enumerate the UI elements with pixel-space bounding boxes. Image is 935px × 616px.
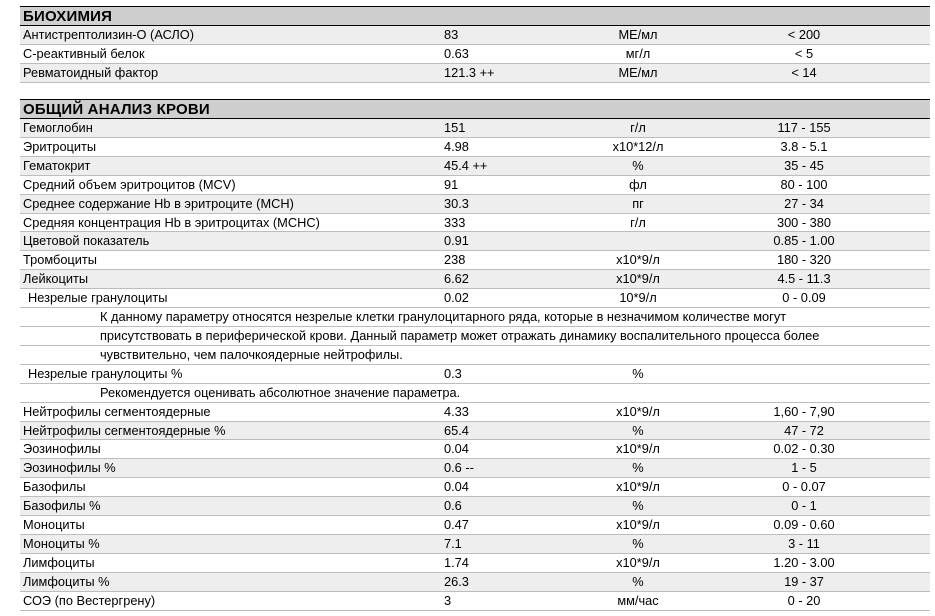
table-row — [20, 459, 930, 478]
test-value: 0.02 — [444, 290, 469, 306]
reference-range: < 200 — [787, 27, 821, 42]
test-name: Нейтрофилы сегментоядерные — [23, 403, 211, 419]
test-name: С-реактивный белок — [23, 45, 145, 61]
test-name: Нейтрофилы сегментоядерные % — [23, 422, 226, 438]
reference-range: 0.02 - 0.30 — [773, 441, 835, 457]
cbc-section — [20, 99, 930, 611]
test-value: 26.3 — [444, 573, 469, 589]
note-row — [20, 384, 930, 403]
reference-range: 47 - 72 — [784, 422, 824, 438]
table-row — [20, 573, 930, 592]
test-name: Среднее содержание Hb в эритроците (MCH) — [23, 195, 294, 211]
test-value: 0.6 — [444, 498, 462, 514]
test-value: 0.6 -- — [444, 460, 474, 476]
test-unit: 10*9/л — [619, 290, 657, 306]
section-title: БИОХИМИЯ — [20, 6, 930, 26]
reference-range: < 5 — [794, 45, 814, 61]
reference-range: 4.5 - 11.3 — [777, 271, 831, 287]
test-value: 0.3 — [444, 365, 462, 381]
reference-range: 117 - 155 — [777, 120, 831, 135]
note-row — [20, 327, 930, 346]
table-row — [20, 365, 930, 384]
reference-range: 0 - 0.09 — [782, 290, 826, 306]
test-unit: % — [632, 157, 644, 173]
test-unit: г/л — [630, 120, 646, 135]
table-row — [20, 119, 930, 138]
test-value: 0.63 — [444, 45, 469, 61]
table-row — [20, 232, 930, 251]
test-unit: г/л — [630, 214, 646, 230]
test-value: 151 — [444, 120, 466, 135]
test-unit: % — [632, 365, 644, 381]
reference-range: 27 - 34 — [784, 195, 824, 211]
reference-range: 80 - 100 — [780, 176, 828, 192]
test-unit: x10*9/л — [616, 554, 660, 570]
test-name: Лимфоциты % — [23, 573, 110, 589]
table-row — [20, 214, 930, 233]
test-value: 333 — [444, 214, 466, 230]
reference-range: 300 - 380 — [776, 214, 832, 230]
table-row — [20, 289, 930, 308]
note-row — [20, 308, 930, 327]
table-row — [20, 422, 930, 441]
test-unit: мг/л — [625, 45, 651, 61]
test-unit: x10*9/л — [616, 479, 660, 495]
table-row — [20, 251, 930, 270]
test-value: 91 — [444, 176, 459, 192]
reference-range: 1.20 - 3.00 — [773, 554, 835, 570]
test-name: Эритроциты — [23, 138, 97, 154]
reference-range: 1,60 - 7,90 — [773, 403, 835, 419]
test-unit: x10*12/л — [612, 138, 664, 154]
test-unit: МЕ/мл — [618, 27, 658, 42]
note-text: Рекомендуется оценивать абсолютное значение параметра. — [100, 384, 461, 400]
table-row — [20, 157, 930, 176]
test-name: Лейкоциты — [23, 271, 89, 287]
note-text: чувствительно, чем палочкоядерные нейтрофилы. — [100, 346, 403, 362]
test-name: Гематокрит — [23, 157, 91, 173]
test-name: Тромбоциты — [23, 252, 97, 268]
test-value: 121.3 ++ — [444, 64, 495, 80]
test-unit: x10*9/л — [616, 403, 660, 419]
table-row — [20, 478, 930, 497]
test-unit: x10*9/л — [616, 517, 660, 533]
test-unit: x10*9/л — [616, 441, 660, 457]
reference-range: 3.8 - 5.1 — [780, 138, 828, 154]
test-name: Гемоглобин — [23, 120, 93, 135]
table-row — [20, 497, 930, 516]
reference-range: 35 - 45 — [784, 157, 824, 173]
test-name: Базофилы — [23, 479, 86, 495]
table-row — [20, 64, 930, 83]
test-unit: % — [632, 498, 644, 514]
test-name: СОЭ (по Вестергрену) — [23, 592, 156, 608]
test-name: Цветовой показатель — [23, 233, 150, 249]
section-title: ОБЩИЙ АНАЛИЗ КРОВИ — [20, 99, 930, 119]
test-name: Незрелые гранулоциты % — [28, 365, 183, 381]
test-value: 7.1 — [444, 535, 462, 551]
test-unit: % — [632, 573, 644, 589]
test-name: Моноциты — [23, 517, 85, 533]
test-value: 0.47 — [444, 517, 469, 533]
reference-range: 0.09 - 0.60 — [773, 517, 835, 533]
note-row — [20, 346, 930, 365]
test-name: Средняя концентрация Hb в эритроцитах (MCHC) — [23, 214, 320, 230]
test-unit: % — [632, 422, 644, 438]
test-unit: x10*9/л — [616, 271, 660, 287]
table-row — [20, 440, 930, 459]
test-unit: МЕ/мл — [618, 64, 658, 80]
reference-range: < 14 — [791, 64, 817, 80]
test-unit: пг — [632, 195, 644, 211]
reference-range: 19 - 37 — [784, 573, 824, 589]
test-value: 3 — [444, 592, 452, 608]
table-row — [20, 138, 930, 157]
table-row — [20, 403, 930, 422]
table-row — [20, 45, 930, 64]
test-value: 45.4 ++ — [444, 157, 488, 173]
table-row — [20, 535, 930, 554]
test-value: 4.33 — [444, 403, 469, 419]
test-name: Базофилы % — [23, 498, 101, 514]
test-unit: фл — [629, 176, 647, 192]
table-row — [20, 592, 930, 611]
test-value: 238 — [444, 252, 466, 268]
reference-range: 3 - 11 — [788, 535, 820, 551]
test-name: Средний объем эритроцитов (MCV) — [23, 176, 236, 192]
table-row — [20, 176, 930, 195]
biochemistry-rows — [20, 26, 930, 83]
reference-range: 1 - 5 — [791, 460, 817, 476]
table-row — [20, 195, 930, 214]
table-row — [20, 516, 930, 535]
table-row — [20, 270, 930, 289]
test-name: Эозинофилы — [23, 441, 101, 457]
test-value: 65.4 — [444, 422, 469, 438]
test-value: 0.91 — [444, 233, 469, 249]
test-name: Моноциты % — [23, 535, 100, 551]
reference-range: 0.85 - 1.00 — [773, 233, 835, 249]
test-unit: x10*9/л — [616, 252, 660, 268]
reference-range: 0 - 0.07 — [782, 479, 826, 495]
table-row — [20, 26, 930, 45]
test-value: 6.62 — [444, 271, 469, 287]
test-value: 0.04 — [444, 441, 469, 457]
test-value: 0.04 — [444, 479, 469, 495]
test-value: 4.98 — [444, 138, 469, 154]
test-name: Антистрептолизин-О (АСЛО) — [23, 27, 195, 42]
table-row — [20, 554, 930, 573]
reference-range: 0 - 1 — [791, 498, 817, 514]
test-unit: % — [632, 535, 644, 551]
test-name: Эозинофилы % — [23, 460, 116, 476]
test-unit: мм/час — [617, 592, 659, 608]
test-name: Незрелые гранулоциты — [28, 290, 168, 306]
test-value: 83 — [444, 27, 459, 42]
test-name: Ревматоидный фактор — [23, 64, 159, 80]
cbc-rows — [20, 119, 930, 611]
reference-range: 180 - 320 — [776, 252, 832, 268]
note-text: К данному параметру относятся незрелые клетки гранулоцитарного ряда, которые в незначимом количестве могут — [100, 309, 787, 325]
test-value: 1.74 — [444, 554, 469, 570]
test-name: Лимфоциты — [23, 554, 95, 570]
biochemistry-section — [20, 6, 930, 83]
test-value: 30.3 — [444, 195, 469, 211]
reference-range: 0 - 20 — [787, 592, 821, 608]
test-unit: % — [632, 460, 644, 476]
note-text: присутствовать в периферической крови. Данный параметр может отражать динамику воспалительного процесса более — [100, 327, 820, 343]
